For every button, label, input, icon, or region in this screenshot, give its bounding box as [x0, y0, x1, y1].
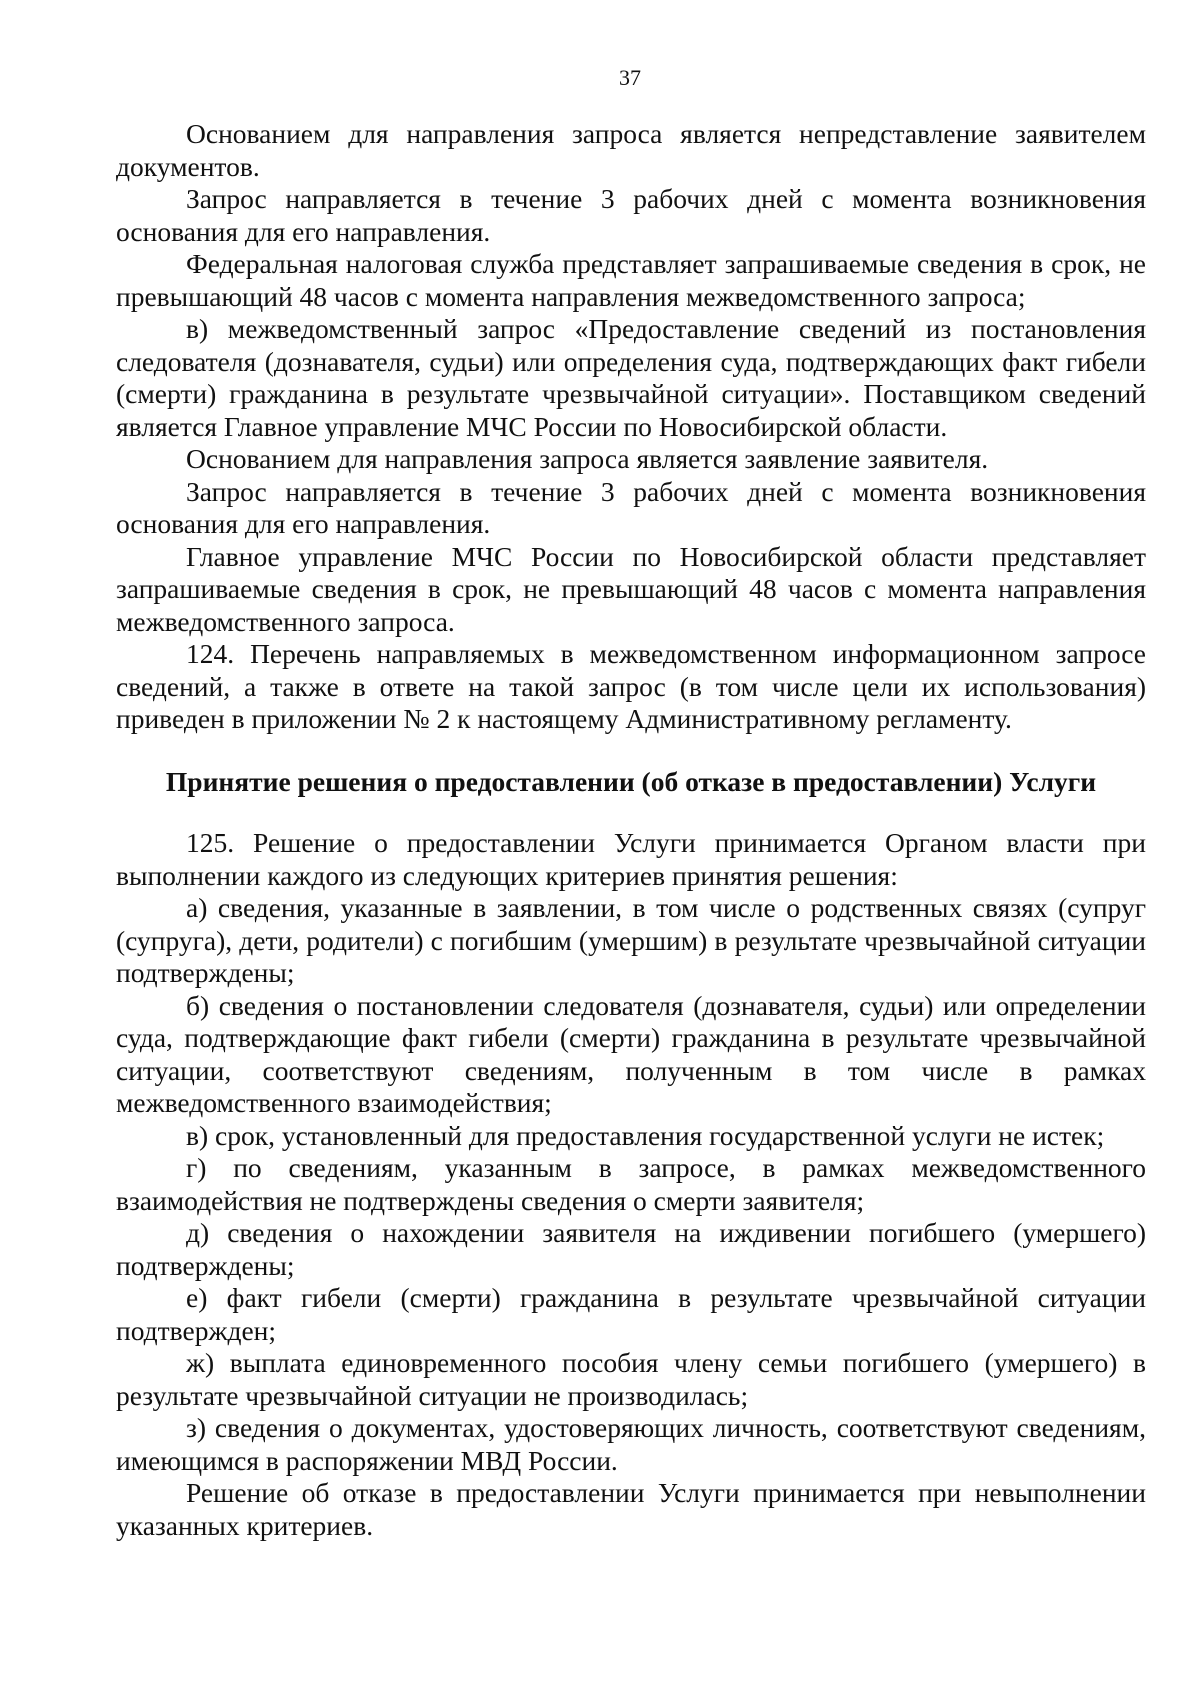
paragraph: г) по сведениям, указанным в запросе, в рамках межведомственного взаимодействия не подтверждены сведения о смерти заявителя;: [116, 1152, 1146, 1216]
paragraph: 124. Перечень направляемых в межведомственном информационном запросе сведений, а также в ответе на такой запрос (в том числе цели их использования) приведен в приложении № 2 к настоящему Административному регламенту.: [116, 638, 1146, 734]
paragraph: Основанием для направления запроса является непредставление заявителем документов.: [116, 118, 1146, 182]
paragraph: з) сведения о документах, удостоверяющих личность, соответствуют сведениям, имеющимся в распоряжении МВД России.: [116, 1412, 1146, 1476]
paragraph: Основанием для направления запроса является заявление заявителя.: [186, 443, 989, 474]
paragraph: в) межведомственный запрос «Предоставление сведений из постановления следователя (дознавателя, судьи) или определения суда, подтверждающих факт гибели (смерти) гражданина в результате чрезвычайной ситуации». Поставщиком сведений является Главное управление МЧС России по Новосибирской области.: [116, 313, 1146, 442]
paragraph: в) срок, установленный для предоставления государственной услуги не истек;: [186, 1119, 1105, 1151]
section-heading: Принятие решения о предоставлении (об отказе в предоставлении) Услуги: [165, 765, 1097, 797]
paragraph: 125. Решение о предоставлении Услуги принимается Органом власти при выполнении каждого из следующих критериев принятия решения:: [116, 827, 1146, 891]
paragraph: а) сведения, указанные в заявлении, в том числе о родственных связях (супруг (супруга), дети, родители) с погибшим (умершим) в результате чрезвычайной ситуации подтверждены;: [116, 892, 1146, 988]
paragraph: д) сведения о нахождении заявителя на иждивении погибшего (умершего) подтверждены;: [116, 1217, 1146, 1281]
page-number: 37: [619, 65, 641, 90]
paragraph: б) сведения о постановлении следователя (дознавателя, судьи) или определении суда, подтверждающие факт гибели (смерти) гражданина в результате чрезвычайной ситуации, соответствуют сведениям, полученным в том числе в рамках межведомственного взаимодействия;: [116, 989, 1146, 1118]
document-body: [116, 118, 1146, 1542]
paragraph: Главное управление МЧС России по Новосибирской области представляет запрашиваемые сведения в срок, не превышающий 48 часов с момента направления межведомственного запроса.: [116, 540, 1146, 637]
paragraph: е) факт гибели (смерти) гражданина в результате чрезвычайной ситуации подтвержден;: [116, 1282, 1146, 1346]
paragraph: Запрос направляется в течение 3 рабочих дней с момента возникновения основания для его направления.: [116, 475, 1146, 539]
paragraph: ж) выплата единовременного пособия члену семьи погибшего (умершего) в результате чрезвычайной ситуации не производилась;: [116, 1347, 1146, 1411]
paragraph: Федеральная налоговая служба представляет запрашиваемые сведения в срок, не превышающий 48 часов с момента направления межведомственного запроса;: [116, 248, 1146, 312]
paragraph: Решение об отказе в предоставлении Услуги принимается при невыполнении указанных критериев.: [116, 1477, 1146, 1541]
paragraph: Запрос направляется в течение 3 рабочих дней с момента возникновения основания для его направления.: [116, 183, 1146, 247]
